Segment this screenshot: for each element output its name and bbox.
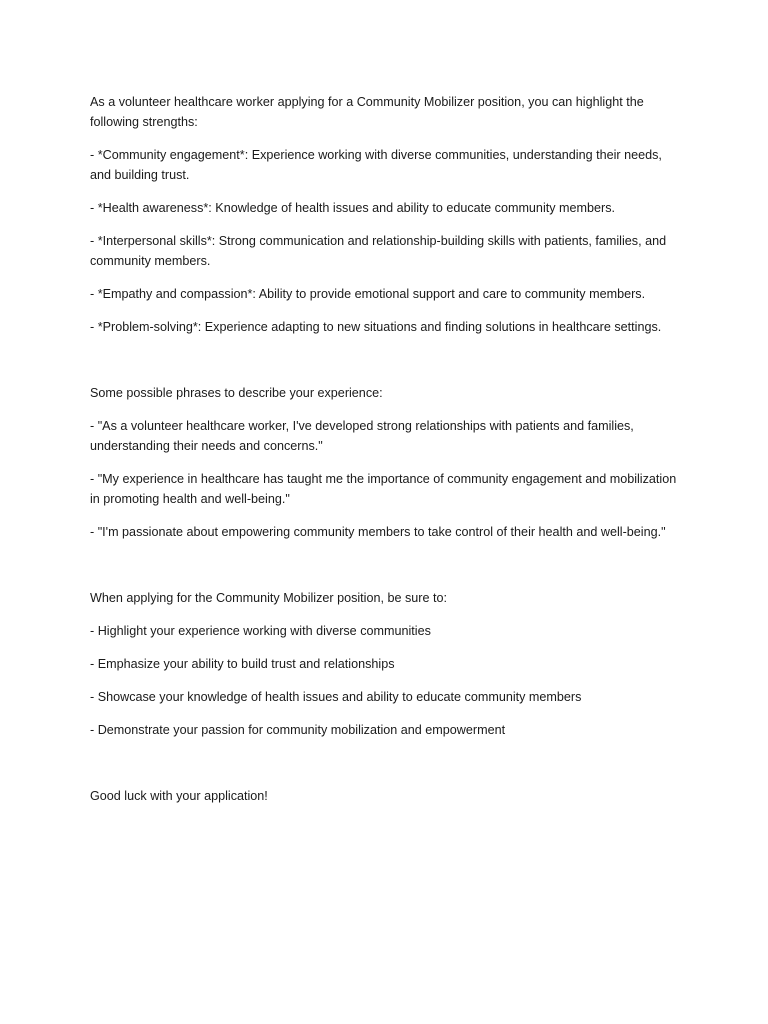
strength-item-empathy: - *Empathy and compassion*: Ability to provide emotional support and care to community members. — [90, 287, 646, 301]
strength-item-community-engagement: - *Community engagement*: Experience working with diverse communities, understanding their needs, and building trust. — [90, 148, 662, 182]
closing-line: Good luck with your application! — [90, 789, 268, 803]
tip-item-passion: - Demonstrate your passion for community mobilization and empowerment — [90, 723, 506, 737]
section-spacer — [90, 753, 682, 786]
strength-item-interpersonal-skills: - *Interpersonal skills*: Strong communication and relationship-building skills with patients, families, and community members. — [90, 234, 667, 268]
phrase-item-relationships: - "As a volunteer healthcare worker, I've developed strong relationships with patients and families, understanding their needs and concerns." — [90, 419, 634, 453]
tip-item-knowledge: - Showcase your knowledge of health issues and ability to educate community members — [90, 690, 582, 704]
tip-item-diverse-communities: - Highlight your experience working with diverse communities — [90, 624, 431, 638]
section-spacer — [90, 555, 682, 588]
tip-item-trust: - Emphasize your ability to build trust and relationships — [90, 657, 395, 671]
tips-intro: When applying for the Community Mobilizer position, be sure to: — [90, 591, 447, 605]
intro-paragraph: As a volunteer healthcare worker applying for a Community Mobilizer position, you can highlight the following strengths: — [90, 95, 644, 129]
phrase-item-empowering: - "I'm passionate about empowering community members to take control of their health and well-being." — [90, 525, 666, 539]
phrase-item-engagement: - "My experience in healthcare has taught me the importance of community engagement and mobilization in promoting health and well-being." — [90, 472, 677, 506]
phrases-intro: Some possible phrases to describe your experience: — [90, 386, 383, 400]
strength-item-health-awareness: - *Health awareness*: Knowledge of health issues and ability to educate community members. — [90, 201, 616, 215]
section-spacer — [90, 350, 682, 383]
strength-item-problem-solving: - *Problem-solving*: Experience adapting to new situations and finding solutions in healthcare settings. — [90, 320, 662, 334]
document-page — [90, 92, 682, 819]
